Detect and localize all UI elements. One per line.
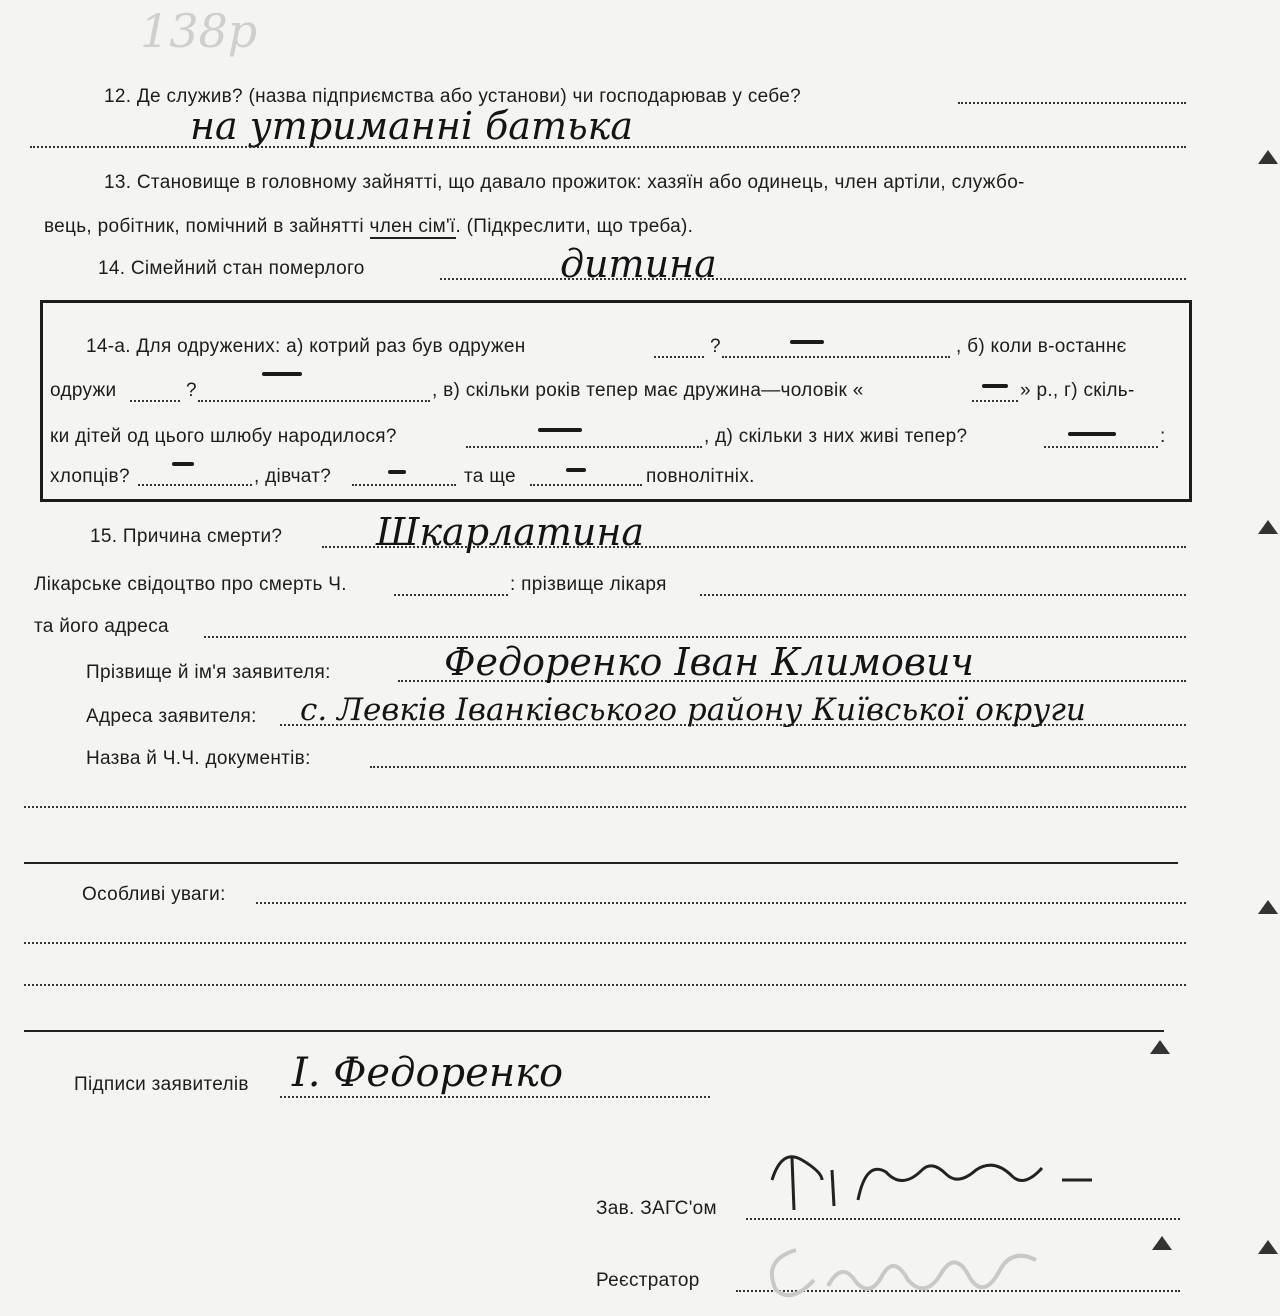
- q14-answer: дитина: [560, 242, 717, 286]
- q13-underlined-choice: член сім'ї: [369, 216, 456, 237]
- applicant-signature-label: Підписи заявителів: [74, 1074, 249, 1095]
- q13-line2: вець, робітник, помічний в зайнятті член сім'ї. (Підкреслити, що треба).: [44, 216, 694, 237]
- q14-label: 14. Сімейний стан померлого: [98, 258, 365, 279]
- q14-dotted-line: [440, 278, 1186, 280]
- q14a-dots: [1044, 446, 1158, 448]
- q14a-dash-mark: [172, 462, 194, 466]
- q14a-line2-end: » р., г) скіль-: [1020, 380, 1135, 401]
- applicant-address-label: Адреса заявителя:: [86, 706, 257, 727]
- q14a-dots: [654, 356, 704, 358]
- q14a-colon: :: [1160, 426, 1166, 447]
- doctor-name-line: [700, 594, 1186, 596]
- q14a-dash-mark: [538, 428, 582, 432]
- notes-line-3: [24, 984, 1186, 986]
- doctor-address-label: та його адреса: [34, 616, 169, 637]
- applicant-signature-line: [280, 1096, 710, 1098]
- q14a-line4-girls: , дівчат?: [254, 466, 332, 487]
- q14a-dots: [198, 400, 430, 402]
- q14a-qmark: ?: [710, 336, 721, 357]
- q14a-dash-mark: [790, 340, 824, 344]
- q14a-line3-start: ки дітей од цього шлюбу народилося?: [50, 426, 397, 447]
- documents-line: [370, 766, 1186, 768]
- registrar-signature: [756, 1220, 1096, 1310]
- zags-head-signature: [762, 1140, 1122, 1220]
- q14a-line4-more: та ще: [464, 466, 516, 487]
- notes-label: Особливі уваги:: [82, 884, 226, 905]
- documents-line-2: [24, 806, 1186, 808]
- certificate-label: Лікарське свідоцтво про смерть Ч.: [34, 574, 347, 595]
- q14a-line1-start: 14-а. Для одружених: а) котрий раз був одружен: [86, 336, 526, 357]
- q14a-dots: [138, 484, 252, 486]
- q14a-dots: [130, 400, 180, 402]
- zags-head-label: Зав. ЗАГС'ом: [596, 1198, 717, 1219]
- applicant-signature: І. Федоренко: [292, 1050, 564, 1096]
- q14a-qmark: ?: [186, 380, 197, 401]
- documents-label: Назва й Ч.Ч. документів:: [86, 748, 311, 769]
- q14a-dash-mark: [1068, 432, 1116, 436]
- q14a-dash-mark: [388, 470, 406, 474]
- q14a-dash-mark: [982, 384, 1008, 388]
- section-divider: [24, 862, 1178, 864]
- binding-mark: [1258, 900, 1278, 914]
- q14a-dots: [352, 484, 456, 486]
- doctor-address-line: [204, 636, 1186, 638]
- q15-label: 15. Причина смерти?: [90, 526, 283, 547]
- certificate-number-line: [394, 594, 508, 596]
- binding-mark: [1150, 1040, 1170, 1054]
- notes-line-2: [24, 942, 1186, 944]
- applicant-address-value: с. Левків Іванківського району Київської округи: [300, 692, 1086, 728]
- q15-answer: Шкарлатина: [376, 510, 645, 554]
- binding-mark: [1258, 150, 1278, 164]
- q14a-dash-mark: [566, 468, 586, 472]
- q14a-dots: [466, 446, 702, 448]
- section-divider: [24, 1030, 1164, 1032]
- q14a-dash-mark: [262, 372, 302, 376]
- q14a-line4-end: повнолітніх.: [646, 466, 755, 487]
- q14a-dots: [722, 356, 950, 358]
- q14a-line4-boys: хлопців?: [50, 466, 130, 487]
- registrar-label: Реєстратор: [596, 1270, 700, 1291]
- applicant-name-label: Прізвище й ім'я заявителя:: [86, 662, 331, 683]
- q12-label: 12. Де служив? (назва підприємства або установи) чи господарював у себе?: [104, 86, 801, 107]
- q14a-line2-start: одружи: [50, 380, 117, 401]
- binding-mark: [1152, 1236, 1172, 1250]
- q14a-line1-end: , б) коли в-останнє: [956, 336, 1127, 357]
- q14a-line2-mid: , в) скільки років тепер має дружина—чоловік «: [432, 380, 864, 401]
- q14a-dots: [530, 484, 642, 486]
- binding-mark: [1258, 520, 1278, 534]
- archive-mark: 138р: [140, 4, 258, 58]
- binding-mark: [1258, 1240, 1278, 1254]
- q13-line1: 13. Становище в головному зайнятті, що давало прожиток: хазяїн або одинець, член артіли, службо-: [104, 172, 1025, 193]
- q14a-dots: [972, 400, 1018, 402]
- notes-line: [256, 902, 1186, 904]
- q12-dotted-line: [958, 102, 1186, 104]
- q12-answer-line: [30, 146, 1186, 148]
- applicant-name-value: Федоренко Іван Климович: [444, 640, 975, 684]
- q12-answer: на утриманні батька: [190, 104, 634, 148]
- doctor-name-label: : прізвище лікаря: [510, 574, 667, 595]
- q14a-line3-mid: , д) скільки з них живі тепер?: [704, 426, 968, 447]
